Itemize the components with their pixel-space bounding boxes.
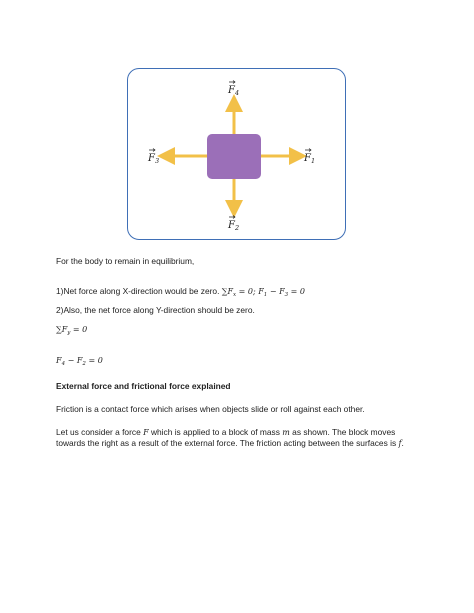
block bbox=[207, 134, 261, 179]
label-f3: $F_3$ bbox=[148, 153, 160, 165]
force-diagram bbox=[127, 68, 346, 240]
label-f1: $F_1$ bbox=[304, 153, 316, 165]
net-x-line bbox=[56, 286, 305, 301]
net-x-prefix: 1)Net force along X-direction would be zero. bbox=[56, 286, 222, 296]
label-f2: $F_2$ bbox=[228, 220, 240, 232]
friction-definition: Friction is a contact force which arises when objects slide or roll against each other. bbox=[56, 404, 365, 414]
f4-f2-equation: $F_4 - F_2 = 0$ bbox=[56, 356, 103, 367]
label-f4: $F_4$ bbox=[228, 85, 240, 97]
sum-fy-equation: $\sum F_y = 0$ bbox=[56, 325, 88, 336]
net-y-line: 2)Also, the net force along Y-direction should be zero. bbox=[56, 305, 255, 315]
equilibrium-intro: For the body to remain in equilibrium, bbox=[56, 256, 195, 266]
paragraph-line-2: towards the right as a result of the external force. The friction acting between the surfaces is f. bbox=[56, 438, 404, 448]
section-heading: External force and frictional force explained bbox=[56, 381, 231, 391]
force-diagram-svg bbox=[128, 69, 347, 241]
net-x-equation: $\sum F_x = 0$; $F_1 - F_3 = 0$ bbox=[221, 287, 306, 298]
paragraph-line-1: Let us consider a force F which is applied to a block of mass m as shown. The block moves bbox=[56, 427, 396, 437]
